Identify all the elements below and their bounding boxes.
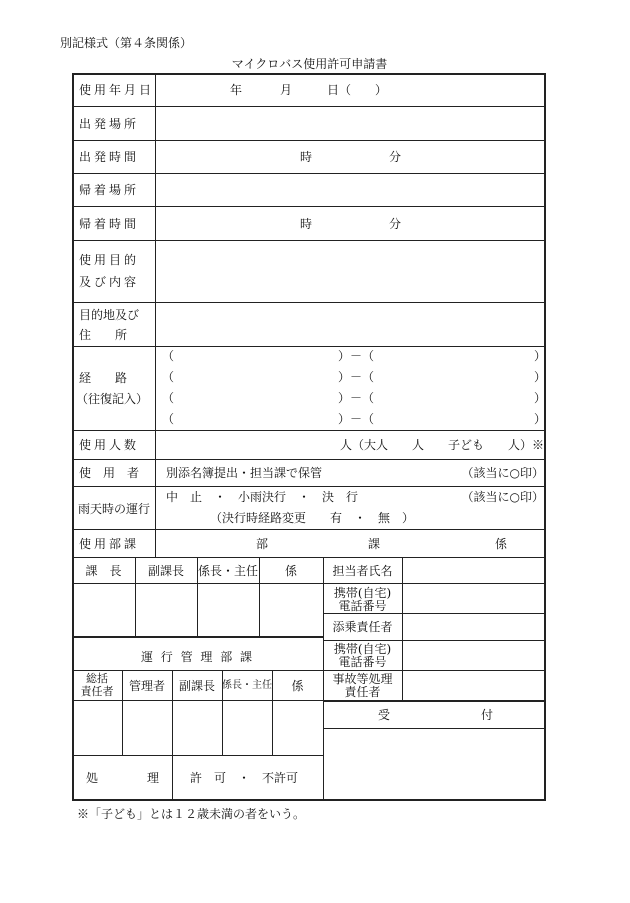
return-hour: 時 xyxy=(300,217,313,231)
dept-bu: 部 xyxy=(256,537,269,551)
header-section-chief: 課 長 xyxy=(85,564,122,578)
rain-route-change: （決行時経路変更 有 ・ 無 ） xyxy=(210,511,415,525)
return-minute: 分 xyxy=(389,217,402,231)
route-4-close: ） xyxy=(534,412,547,426)
ops-deputy: 副課長 xyxy=(178,679,215,693)
label-departure-time: 出発時間 xyxy=(79,150,140,164)
route-4-mid: ）－（ xyxy=(338,412,375,426)
label-mobile2-a: 携帯(自宅) xyxy=(333,642,392,656)
label-staff-name: 担当者氏名 xyxy=(332,564,393,578)
header-subsection-chief: 係長・主任 xyxy=(197,564,258,578)
ops-chief: 係長・主任 xyxy=(222,680,272,691)
label-route-2: （往復記入） xyxy=(76,392,149,406)
label-passenger-lead: 添乗責任者 xyxy=(332,620,393,634)
header-deputy-chief: 副課長 xyxy=(147,564,184,578)
ops-kakari: 係 xyxy=(291,679,304,693)
rain-options: 中 止 ・ 小雨決行 ・ 決 行 xyxy=(166,490,359,504)
dept-ka: 課 xyxy=(368,537,381,551)
date-day: 日（ ） xyxy=(327,83,388,97)
footnote: ※「子ども」とは１２歳未満の者をいう。 xyxy=(77,807,306,821)
label-accident-b: 責任者 xyxy=(344,685,381,699)
label-department: 使用部課 xyxy=(79,537,140,551)
route-3-close: ） xyxy=(534,391,547,405)
route-2-mid: ）－（ xyxy=(338,370,375,384)
label-usage-date: 使用年月日 xyxy=(79,83,155,97)
label-mobile2-b: 電話番号 xyxy=(338,655,387,669)
route-2-open: （ xyxy=(162,370,175,384)
date-year: 年 xyxy=(230,83,243,97)
processing-right: 理 xyxy=(147,771,160,785)
label-return-place: 帰着場所 xyxy=(79,183,140,197)
label-departure-place: 出発場所 xyxy=(79,117,140,131)
route-1-open: （ xyxy=(162,349,175,363)
departure-hour: 時 xyxy=(300,150,313,164)
route-1-close: ） xyxy=(534,349,547,363)
route-3-open: （ xyxy=(162,391,175,405)
ops-title: 運 行 管 理 部 課 xyxy=(140,650,255,664)
label-return-time: 帰着時間 xyxy=(79,217,140,231)
form-reference: 別記様式（第４条関係） xyxy=(60,36,193,50)
label-accident-a: 事故等処理 xyxy=(332,672,393,686)
label-rain: 雨天時の運行 xyxy=(78,502,151,516)
form-title: マイクロバス使用許可申請書 xyxy=(231,57,388,71)
route-3-mid: ）－（ xyxy=(338,391,375,405)
receipt-right: 付 xyxy=(481,708,494,722)
processing-left: 処 xyxy=(86,771,99,785)
user-text: 別添名簿提出・担当課で保管 xyxy=(166,466,323,480)
people-count: 人（大人 人 子ども 人）※ xyxy=(339,438,544,452)
user-note: （該当に○印） xyxy=(461,466,544,480)
label-user: 使 用 者 xyxy=(79,466,140,480)
label-mobile1-a: 携帯(自宅) xyxy=(333,586,392,600)
route-2-close: ） xyxy=(534,370,547,384)
label-route-1: 経 路 xyxy=(79,371,128,385)
ops-general-b: 責任者 xyxy=(80,685,114,698)
label-purpose-1: 使用目的 xyxy=(79,253,140,267)
date-month: 月 xyxy=(280,83,293,97)
processing-options: 許 可 ・ 不許可 xyxy=(190,771,299,785)
rain-note: （該当に○印） xyxy=(461,490,544,504)
label-mobile1-b: 電話番号 xyxy=(338,599,387,613)
departure-minute: 分 xyxy=(389,150,402,164)
label-people: 使用人数 xyxy=(79,438,140,452)
label-destination-1: 目的地及び xyxy=(79,308,140,322)
route-1-mid: ）－（ xyxy=(338,349,375,363)
dept-kakari: 係 xyxy=(495,537,508,551)
receipt-left: 受 xyxy=(378,708,391,722)
ops-general-a: 総括 xyxy=(86,672,108,685)
label-purpose-2: 及び内容 xyxy=(79,275,140,289)
header-staff: 係 xyxy=(284,564,297,578)
route-4-open: （ xyxy=(162,412,175,426)
ops-manager: 管理者 xyxy=(128,679,165,693)
label-destination-2: 住 所 xyxy=(79,328,128,342)
